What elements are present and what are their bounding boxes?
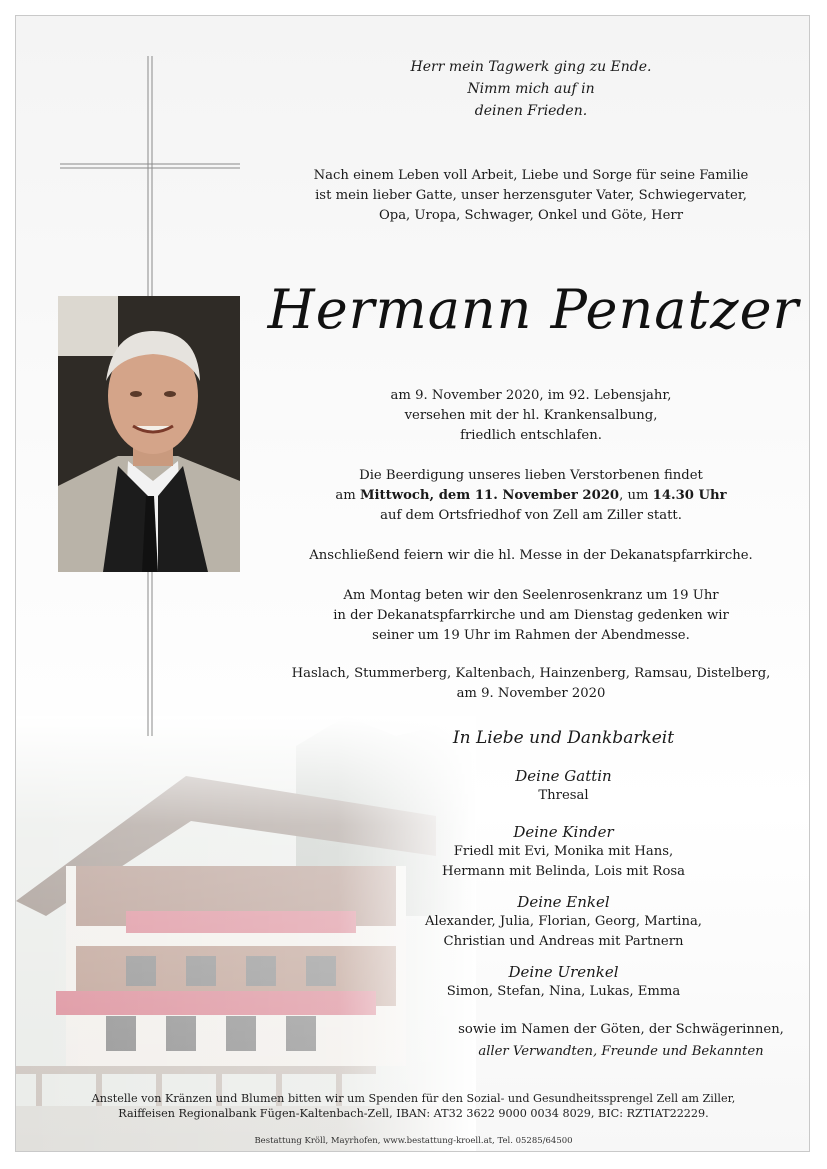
donation-note bbox=[16, 1091, 810, 1121]
closing-line: aller Verwandten, Freunde und Bekannten bbox=[478, 1044, 764, 1059]
death-line: am 9. November 2020, im 92. Lebensjahr, bbox=[390, 388, 672, 403]
intro-line: ist mein lieber Gatte, unser herzensguter Vater, Schwiegervater, bbox=[315, 188, 747, 203]
mass-line: Anschließend feiern wir die hl. Messe in der Dekanatspfarrkirche. bbox=[309, 548, 753, 563]
family-label: Deine Gattin bbox=[515, 767, 612, 785]
closing-line: sowie im Namen der Göten, der Schwägerinnen, bbox=[458, 1022, 784, 1037]
funeral-time: 14.30 Uhr bbox=[652, 488, 727, 503]
family-label: Deine Urenkel bbox=[508, 963, 619, 981]
death-notice bbox=[266, 386, 796, 446]
family-group bbox=[416, 766, 711, 806]
intro-text bbox=[266, 166, 796, 226]
family-group bbox=[416, 892, 711, 952]
family-names: Alexander, Julia, Florian, Georg, Martina, bbox=[425, 914, 702, 929]
motto-line: Herr mein Tagwerk ging zu Ende. bbox=[410, 59, 652, 75]
family-names: Simon, Stefan, Nina, Lukas, Emma bbox=[446, 984, 681, 999]
funeral-date: Mittwoch, dem 11. November 2020 bbox=[359, 488, 620, 503]
family-names: Christian und Andreas mit Partnern bbox=[443, 934, 684, 949]
places-date bbox=[266, 664, 796, 704]
rosary-line: in der Dekanatspfarrkirche und am Dienstag gedenken wir bbox=[333, 608, 729, 623]
funeral-info bbox=[266, 466, 796, 526]
intro-line: Opa, Uropa, Schwager, Onkel und Göte, Herr bbox=[378, 208, 684, 223]
funeral-mid: , um bbox=[619, 488, 653, 503]
rosary-line: Am Montag beten wir den Seelenrosenkranz um 19 Uhr bbox=[343, 588, 719, 603]
funeral-pre: am bbox=[335, 488, 360, 503]
death-line: friedlich entschlafen. bbox=[460, 428, 602, 443]
donation-line: Raiffeisen Regionalbank Fügen-Kaltenbach-Zell, IBAN: AT32 3622 9000 0034 8029, BIC: RZTIAT22229. bbox=[118, 1107, 709, 1120]
mourning-heading-block bbox=[416, 728, 711, 748]
family-group bbox=[416, 822, 711, 882]
places-line: Haslach, Stummerberg, Kaltenbach, Hainzenberg, Ramsau, Distelberg, bbox=[291, 666, 771, 681]
family-label: Deine Enkel bbox=[517, 893, 610, 911]
farmhouse-image bbox=[16, 716, 476, 1152]
rosary-line: seiner um 19 Uhr im Rahmen der Abendmesse. bbox=[372, 628, 690, 643]
funeral-line: auf dem Ortsfriedhof von Zell am Ziller statt. bbox=[380, 508, 682, 523]
deceased-name: Hermann Penatzer bbox=[267, 278, 800, 341]
funeral-line: Die Beerdigung unseres lieben Verstorbenen findet bbox=[359, 468, 703, 483]
family-names: Hermann mit Belinda, Lois mit Rosa bbox=[441, 864, 686, 879]
mass-info bbox=[266, 546, 796, 566]
rosary-info bbox=[266, 586, 796, 646]
places-line: am 9. November 2020 bbox=[456, 686, 606, 701]
mourning-heading: In Liebe und Dankbarkeit bbox=[452, 728, 675, 748]
motto-line: Nimm mich auf in bbox=[467, 81, 595, 97]
family-names: Friedl mit Evi, Monika mit Hans, bbox=[453, 844, 674, 859]
portrait-photo bbox=[58, 296, 240, 572]
family-names: Thresal bbox=[538, 788, 589, 803]
closing-text bbox=[426, 1019, 810, 1063]
intro-line: Nach einem Leben voll Arbeit, Liebe und Sorge für seine Familie bbox=[313, 168, 749, 183]
undertaker-info: Bestattung Kröll, Mayrhofen, www.bestattung-kroell.at, Tel. 05285/64500 bbox=[254, 1136, 573, 1146]
death-line: versehen mit der hl. Krankensalbung, bbox=[404, 408, 658, 423]
family-group bbox=[416, 962, 711, 1002]
motto-line: deinen Frieden. bbox=[474, 103, 588, 119]
motto bbox=[266, 56, 796, 122]
obituary-page bbox=[15, 15, 810, 1152]
family-label: Deine Kinder bbox=[513, 823, 614, 841]
donation-line: Anstelle von Kränzen und Blumen bitten wir um Spenden für den Sozial- und Gesundheitssprengel Zell am Ziller, bbox=[91, 1092, 736, 1105]
funeral-date-line bbox=[266, 486, 796, 506]
